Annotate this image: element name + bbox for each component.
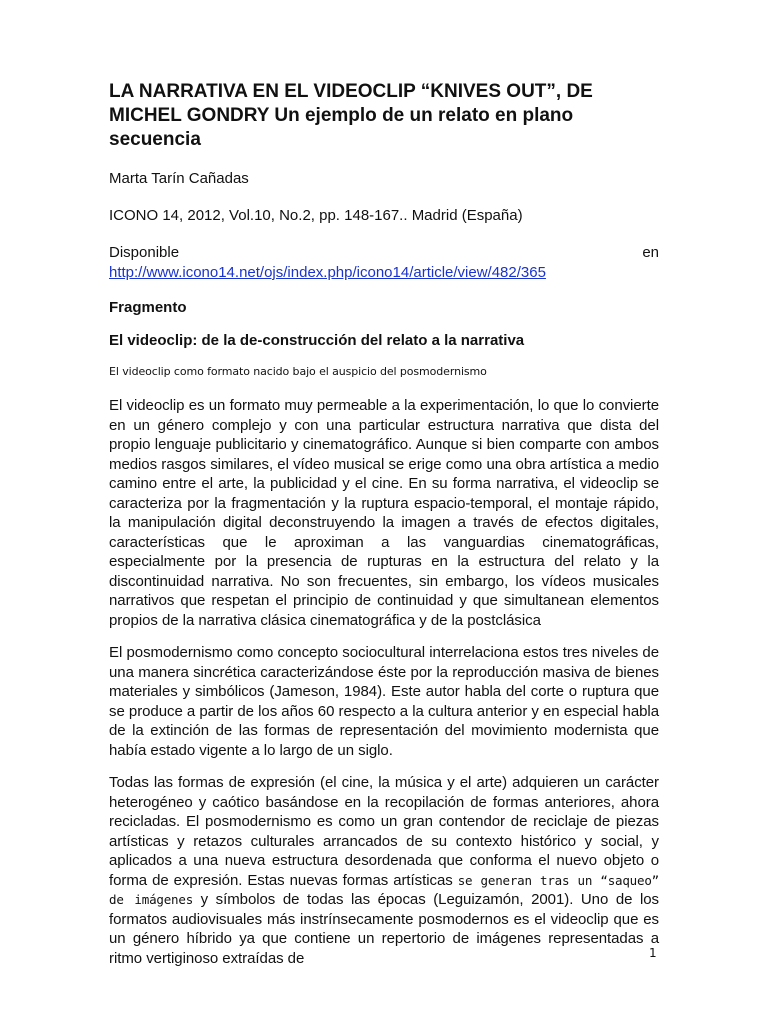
document-body [109,80,659,981]
availability-row [109,243,659,263]
fragment-label: Fragmento [109,299,187,316]
author: Marta Tarín Cañadas [109,170,249,187]
availability-label: Disponible [109,244,180,261]
document-title: LA NARRATIVA EN EL VIDEOCLIP “KNIVES OUT”, DE MICHEL GONDRY Un ejemplo de un relato en plano secuencia [109,81,593,150]
paragraph-3-start: Todas las formas de expresión (el cine, la música y el arte) adquieren un carácter heterogéneo y caótico basándose en la recopilación de formas anteriores, ahora recicladas. El posmodernismo es como un gran contendor de reciclaje de piezas artísticas y retazos culturales arrancados de su contexto histórico y social, y aplicados a una nueva estructura desordenada que conforma el nuevo objeto o forma de expresión. Estas nuevas formas artísticas [109,774,659,889]
section-heading: El videoclip: de la de-construcción del relato a la narrativa [109,332,525,349]
paragraph-3-end: y símbolos de todas las épocas (Leguizamón, 2001). Uno de los formatos audiovisuales más instrínsecamente posmodernos es el videoclip que es un género híbrido ya que contiene un repertorio de imágenes representadas a ritmo vertiginoso extraídas de [109,891,659,967]
page-number: 1 [649,946,657,960]
paragraph-3-monospace-fragment: se generan tras un “saqueo” de imágenes [109,872,659,907]
citation: ICONO 14, 2012, Vol.10, No.2, pp. 148-167.. Madrid (España) [109,207,523,224]
availability-connector: en [642,244,659,261]
subsection-heading: El videoclip como formato nacido bajo el auspicio del posmodernismo [109,365,487,378]
paragraph-2: El posmodernismo como concepto sociocultural interrelaciona estos tres niveles de una manera sincrética caracterizándose éste por la reproducción masiva de bienes materiales y simbólicos (Jameson, 1984). Este autor habla del corte o ruptura que se produce a partir de los años 60 respecto a la cultura anterior y en especial habla de la extinción de las formas de representación del movimiento modernista que había estado vigente a lo largo de un siglo. [109,644,659,759]
paragraph-3 [109,773,659,968]
availability [109,243,659,283]
paragraph-1: El videoclip es un formato muy permeable a la experimentación, lo que lo convierte en un género complejo y con una particular estructura narrativa que dista del propio lenguaje publicitario y cinematográfico. Aunque si bien comparte con ambos medios rasgos similares, el vídeo musical se erige como una obra artística a medio camino entre el arte, la publicidad y el cine. En su forma narrativa, el videoclip se caracteriza por la fragmentación y la ruptura espacio-temporal, el montaje rápido, la manipulación digital deconstruyendo la imagen a través de efectos digitales, características que le aproximan a las vanguardias cinematográficas, especialmente por la presencia de rupturas en la estructura del relato y la discontinuidad narrativa. No son frecuentes, sin embargo, los vídeos musicales narrativos que respetan el principio de continuidad y que simultanean elementos propios de la narrativa clásica cinematográfica y de la postclásica [109,397,659,629]
article-link[interactable]: http://www.icono14.net/ojs/index.php/icono14/article/view/482/365 [109,264,546,281]
